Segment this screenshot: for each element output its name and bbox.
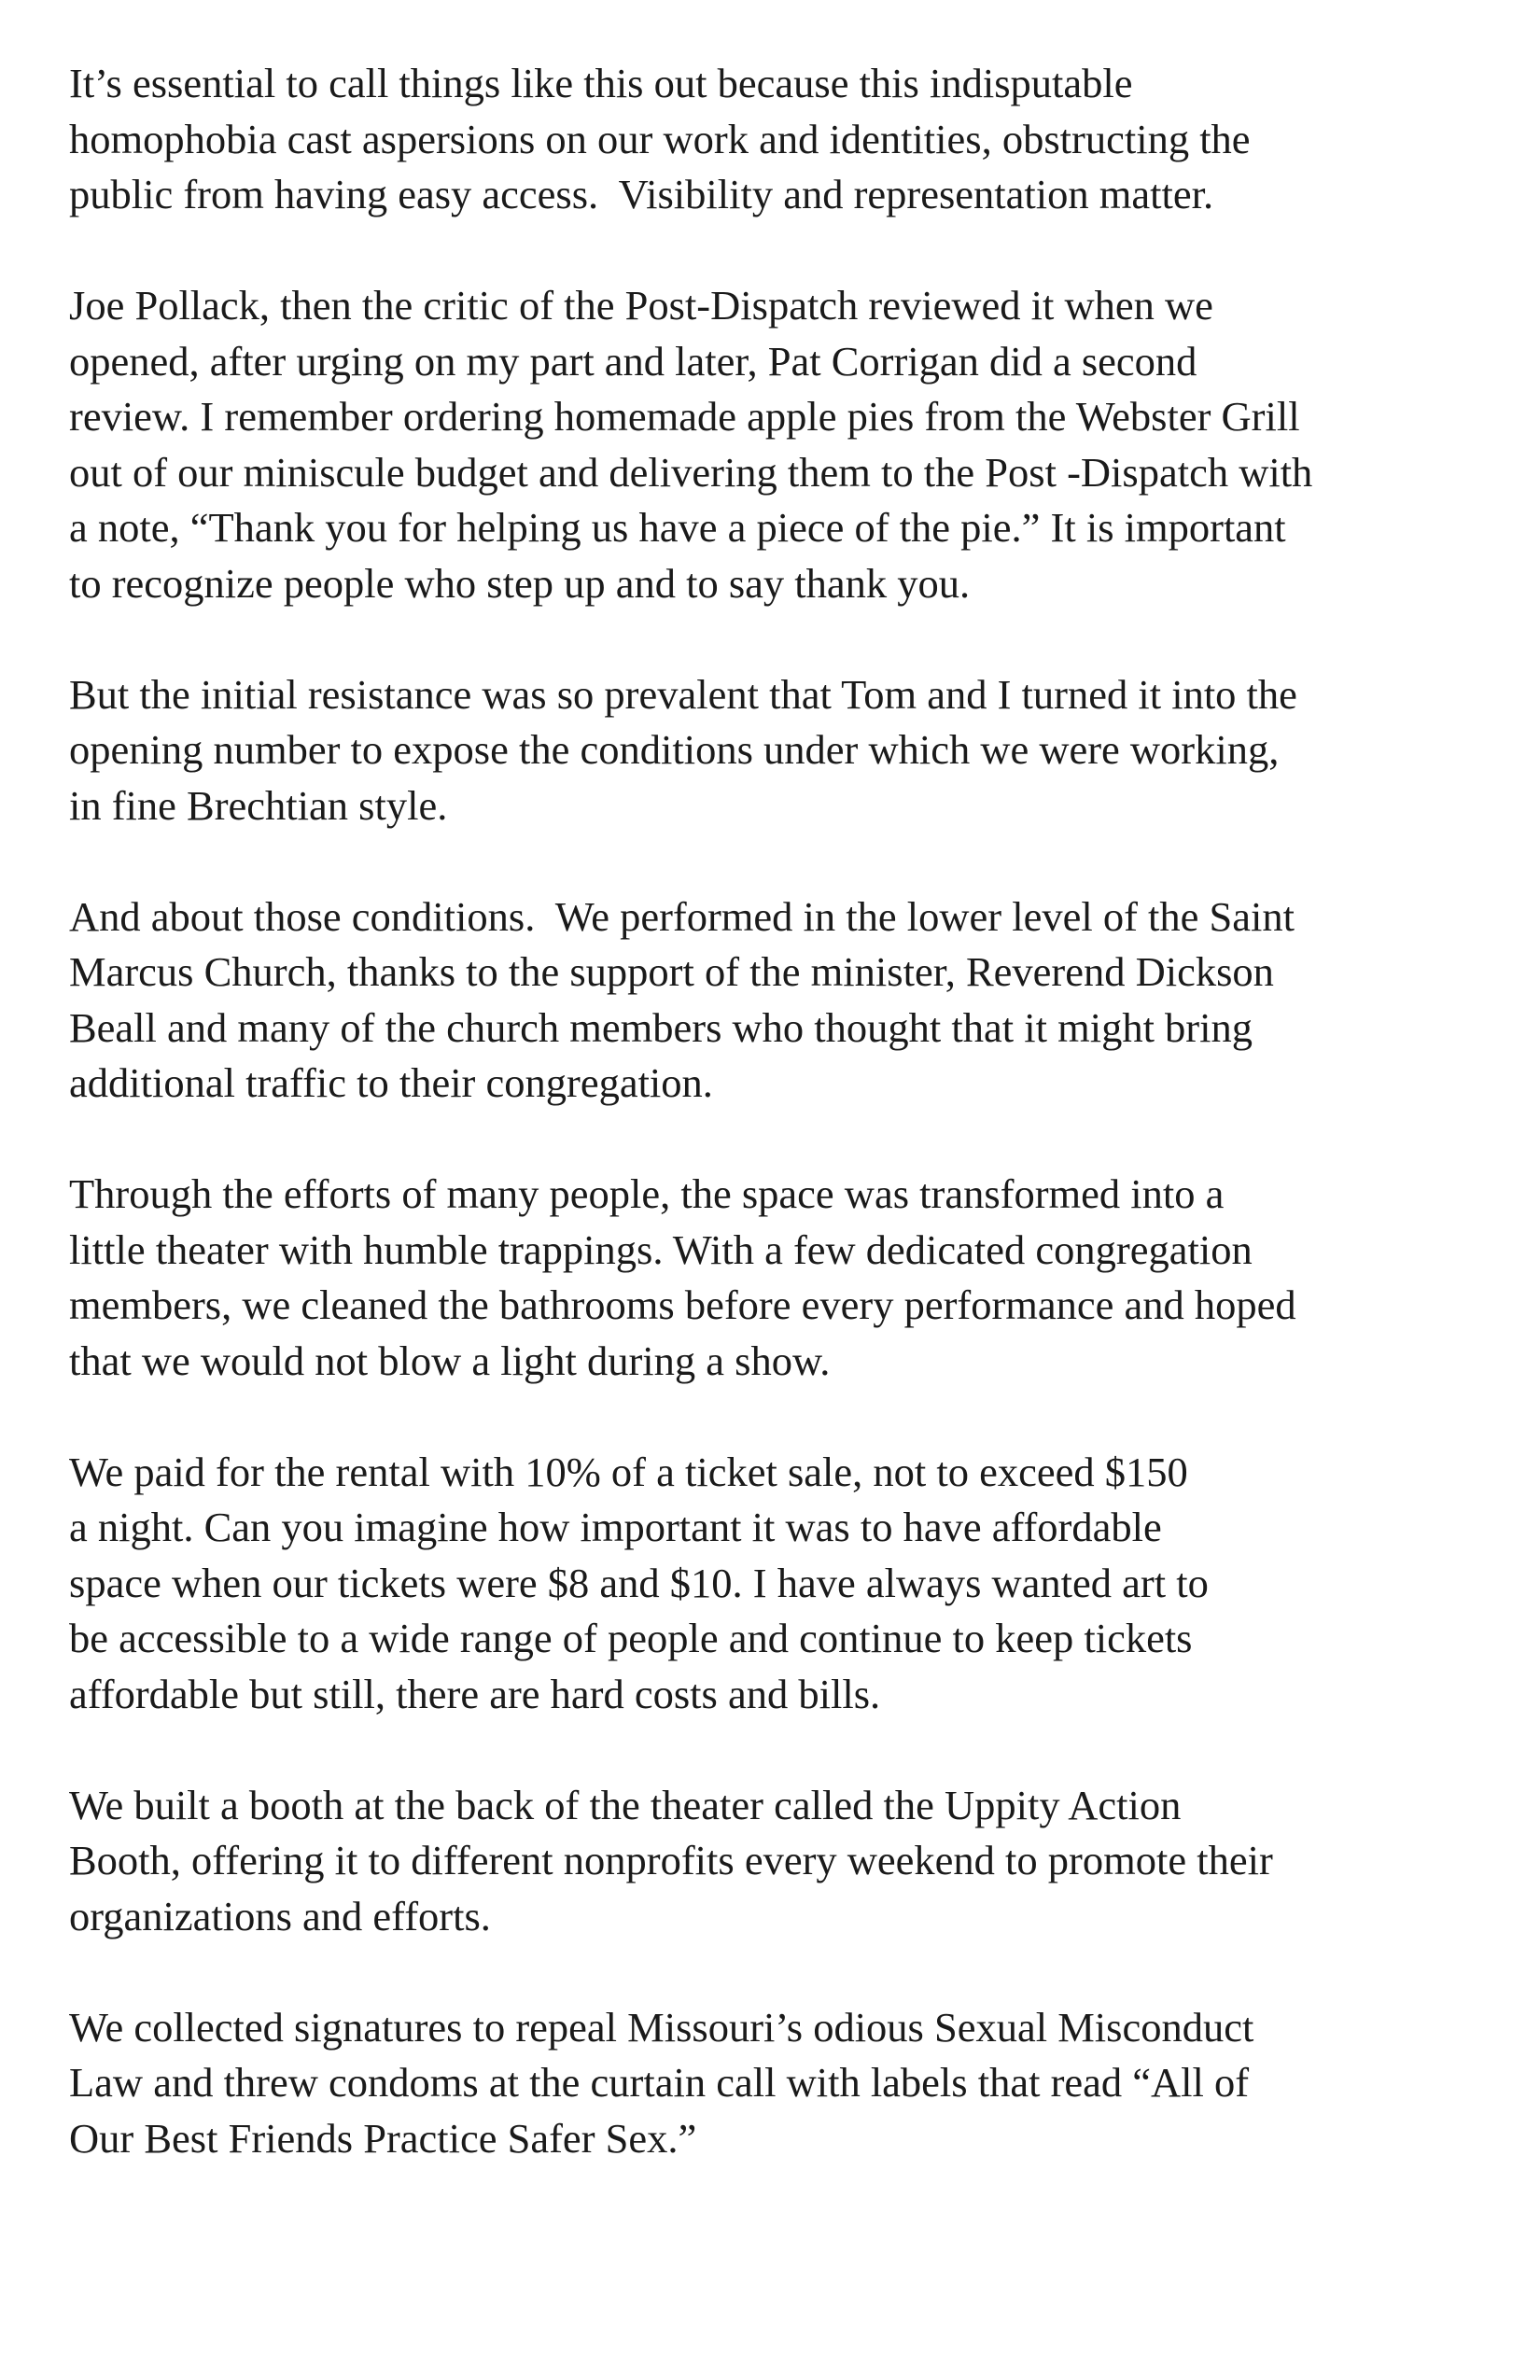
- text-line: We built a booth at the back of the theater called the Uppity Action: [69, 1781, 1182, 1828]
- text-line: But the initial resistance was so prevalent that Tom and I turned it into the: [69, 670, 1297, 718]
- text-line: Joe Pollack, then the critic of the Post-Dispatch reviewed it when we: [69, 282, 1213, 329]
- text-line: opened, after urging on my part and later, Pat Corrigan did a second: [69, 337, 1197, 385]
- body-text: [69, 56, 1488, 2222]
- text-line: opening number to expose the conditions under which we were working,: [69, 726, 1280, 773]
- paragraph-6: [69, 1445, 1488, 1723]
- text-line: a note, “Thank you for helping us have a piece of the pie.” It is important: [69, 504, 1286, 551]
- text-line: Marcus Church, thanks to the support of the minister, Reverend Dickson: [69, 948, 1274, 995]
- paragraph-2: [69, 278, 1488, 611]
- text-line: Our Best Friends Practice Safer Sex.”: [69, 2114, 697, 2162]
- text-line: Booth, offering it to different nonprofits every weekend to promote their: [69, 1837, 1273, 1883]
- text-line: It’s essential to call things like this out because this indisputable: [69, 60, 1133, 106]
- text-line: Through the efforts of many people, the space was transformed into a: [69, 1170, 1225, 1217]
- text-line: members, we cleaned the bathrooms before every performance and hoped: [69, 1281, 1296, 1328]
- paragraph-8: [69, 2000, 1488, 2167]
- text-line: homophobia cast aspersions on our work and identities, obstructing the: [69, 115, 1251, 162]
- text-line: in fine Brechtian style.: [69, 781, 448, 829]
- paragraph-5: [69, 1167, 1488, 1389]
- text-line: We paid for the rental with 10% of a ticket sale, not to exceed $150: [69, 1448, 1188, 1495]
- text-line: little theater with humble trappings. With a few dedicated congregation: [69, 1225, 1253, 1273]
- text-line: that we would not blow a light during a show.: [69, 1337, 831, 1384]
- text-line: to recognize people who step up and to say thank you.: [69, 559, 971, 607]
- text-line: We collected signatures to repeal Missouri’s odious Sexual Misconduct: [69, 2003, 1254, 2051]
- text-line: public from having easy access. Visibility and representation matter.: [69, 171, 1214, 217]
- text-line: out of our miniscule budget and delivering them to the Post -Dispatch with: [69, 448, 1313, 496]
- paragraph-4: [69, 889, 1488, 1112]
- text-line: Law and threw condoms at the curtain call with labels that read “All of: [69, 2059, 1250, 2106]
- text-line: space when our tickets were $8 and $10. I have always wanted art to: [69, 1559, 1209, 1606]
- text-line: review. I remember ordering homemade apple pies from the Webster Grill: [69, 393, 1300, 440]
- paragraph-1: [69, 56, 1488, 223]
- text-line: a night. Can you imagine how important it was to have affordable: [69, 1504, 1162, 1550]
- text-line: organizations and efforts.: [69, 1892, 491, 1939]
- text-line: additional traffic to their congregation.: [69, 1059, 713, 1106]
- text-line: affordable but still, there are hard costs and bills.: [69, 1670, 881, 1717]
- paragraph-7: [69, 1778, 1488, 1945]
- text-line: Beall and many of the church members who thought that it might bring: [69, 1003, 1253, 1051]
- paragraph-3: [69, 667, 1488, 834]
- text-line: be accessible to a wide range of people and continue to keep tickets: [69, 1615, 1193, 1661]
- text-line: And about those conditions. We performed in the lower level of the Saint: [69, 892, 1295, 940]
